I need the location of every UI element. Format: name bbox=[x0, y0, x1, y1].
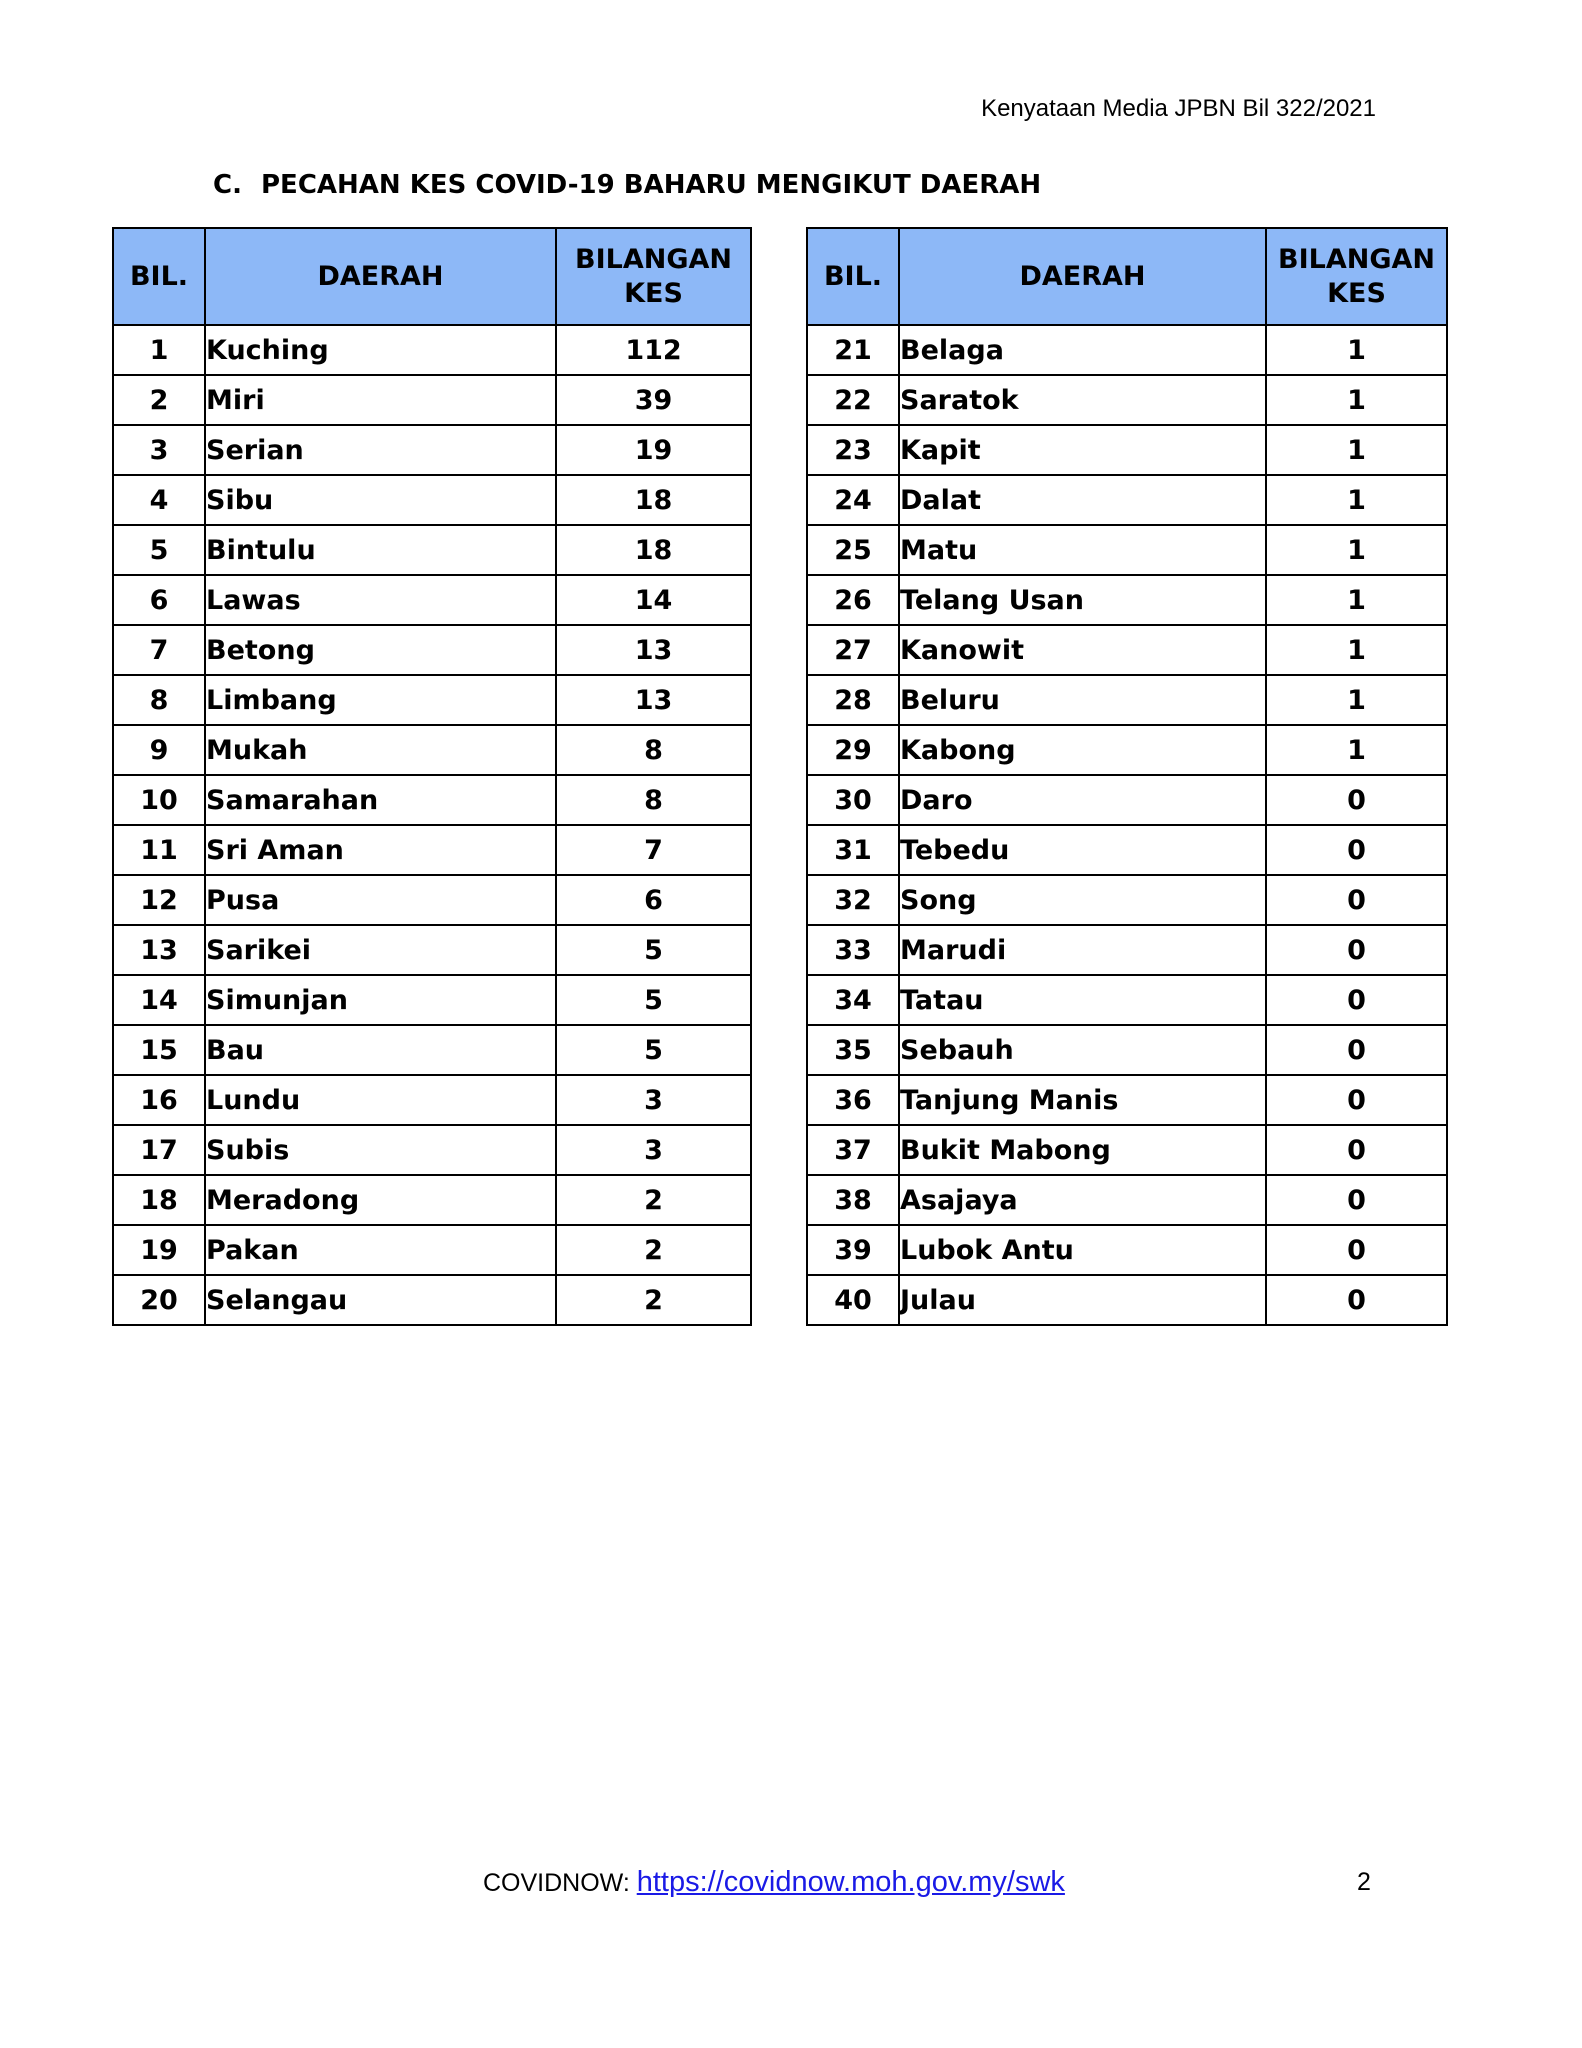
row-number: 39 bbox=[807, 1225, 899, 1275]
case-count: 0 bbox=[1266, 1025, 1447, 1075]
header-count-line2: KES bbox=[624, 277, 683, 309]
section-letter: C. bbox=[213, 170, 242, 200]
district-name: Sibu bbox=[205, 475, 556, 525]
table-row bbox=[113, 975, 751, 1025]
case-count: 3 bbox=[556, 1125, 751, 1175]
row-number: 17 bbox=[113, 1125, 205, 1175]
header-no: BIL. bbox=[113, 228, 205, 325]
table-row bbox=[807, 925, 1447, 975]
case-count: 0 bbox=[1266, 1125, 1447, 1175]
table-row bbox=[807, 1175, 1447, 1225]
table-row bbox=[807, 1075, 1447, 1125]
row-number: 1 bbox=[113, 325, 205, 375]
case-count: 2 bbox=[556, 1275, 751, 1325]
case-count: 0 bbox=[1266, 775, 1447, 825]
district-name: Bau bbox=[205, 1025, 556, 1075]
case-count: 5 bbox=[556, 1025, 751, 1075]
district-name: Asajaya bbox=[899, 1175, 1266, 1225]
district-name: Simunjan bbox=[205, 975, 556, 1025]
table-row bbox=[807, 875, 1447, 925]
row-number: 21 bbox=[807, 325, 899, 375]
table-row bbox=[113, 725, 751, 775]
district-name: Lawas bbox=[205, 575, 556, 625]
row-number: 36 bbox=[807, 1075, 899, 1125]
row-number: 12 bbox=[113, 875, 205, 925]
case-count: 2 bbox=[556, 1175, 751, 1225]
row-number: 11 bbox=[113, 825, 205, 875]
case-count: 1 bbox=[1266, 375, 1447, 425]
row-number: 24 bbox=[807, 475, 899, 525]
case-count: 0 bbox=[1266, 1225, 1447, 1275]
table-row bbox=[807, 375, 1447, 425]
district-name: Lundu bbox=[205, 1075, 556, 1125]
row-number: 27 bbox=[807, 625, 899, 675]
table-row bbox=[113, 1175, 751, 1225]
district-name: Pusa bbox=[205, 875, 556, 925]
page-number: 2 bbox=[1357, 1868, 1371, 1896]
table-row bbox=[807, 425, 1447, 475]
table-row bbox=[807, 775, 1447, 825]
district-name: Sebauh bbox=[899, 1025, 1266, 1075]
row-number: 4 bbox=[113, 475, 205, 525]
district-name: Subis bbox=[205, 1125, 556, 1175]
district-name: Limbang bbox=[205, 675, 556, 725]
row-number: 20 bbox=[113, 1275, 205, 1325]
section-title-text: PECAHAN KES COVID-19 BAHARU MENGIKUT DAERAH bbox=[261, 170, 1042, 200]
case-count: 0 bbox=[1266, 825, 1447, 875]
row-number: 6 bbox=[113, 575, 205, 625]
footer bbox=[483, 1866, 1065, 1899]
district-name: Bintulu bbox=[205, 525, 556, 575]
district-name: Julau bbox=[899, 1275, 1266, 1325]
district-name: Beluru bbox=[899, 675, 1266, 725]
table-row bbox=[113, 1025, 751, 1075]
table-header-row bbox=[113, 228, 751, 325]
table-row bbox=[113, 675, 751, 725]
district-name: Kabong bbox=[899, 725, 1266, 775]
row-number: 10 bbox=[113, 775, 205, 825]
table-row bbox=[807, 675, 1447, 725]
row-number: 25 bbox=[807, 525, 899, 575]
table-body-left bbox=[113, 325, 751, 1325]
table-row bbox=[113, 375, 751, 425]
table-row bbox=[113, 775, 751, 825]
table-row bbox=[113, 1275, 751, 1325]
section-title bbox=[213, 168, 1041, 202]
district-table-right bbox=[806, 227, 1448, 1326]
case-count: 8 bbox=[556, 725, 751, 775]
case-count: 0 bbox=[1266, 1175, 1447, 1225]
footer-label: COVIDNOW: bbox=[483, 1869, 637, 1897]
table-row bbox=[113, 925, 751, 975]
table-row bbox=[807, 1125, 1447, 1175]
case-count: 1 bbox=[1266, 325, 1447, 375]
district-name: Belaga bbox=[899, 325, 1266, 375]
row-number: 22 bbox=[807, 375, 899, 425]
table-row bbox=[807, 825, 1447, 875]
row-number: 5 bbox=[113, 525, 205, 575]
case-count: 18 bbox=[556, 525, 751, 575]
row-number: 40 bbox=[807, 1275, 899, 1325]
district-name: Betong bbox=[205, 625, 556, 675]
table-row bbox=[113, 825, 751, 875]
case-count: 3 bbox=[556, 1075, 751, 1125]
table-row bbox=[113, 1075, 751, 1125]
table-row bbox=[113, 1225, 751, 1275]
table-row bbox=[807, 325, 1447, 375]
case-count: 5 bbox=[556, 925, 751, 975]
case-count: 18 bbox=[556, 475, 751, 525]
case-count: 13 bbox=[556, 675, 751, 725]
table-row bbox=[807, 1025, 1447, 1075]
district-name: Sri Aman bbox=[205, 825, 556, 875]
case-count: 1 bbox=[1266, 725, 1447, 775]
row-number: 33 bbox=[807, 925, 899, 975]
district-name: Meradong bbox=[205, 1175, 556, 1225]
case-count: 0 bbox=[1266, 925, 1447, 975]
case-count: 14 bbox=[556, 575, 751, 625]
district-name: Saratok bbox=[899, 375, 1266, 425]
case-count: 1 bbox=[1266, 425, 1447, 475]
header-count-line1: BILANGAN bbox=[1278, 243, 1435, 275]
case-count: 13 bbox=[556, 625, 751, 675]
header-district: DAERAH bbox=[205, 228, 556, 325]
district-table-left bbox=[112, 227, 752, 1326]
row-number: 23 bbox=[807, 425, 899, 475]
table-row bbox=[113, 475, 751, 525]
case-count: 0 bbox=[1266, 975, 1447, 1025]
district-name: Bukit Mabong bbox=[899, 1125, 1266, 1175]
table-row bbox=[807, 625, 1447, 675]
case-count: 0 bbox=[1266, 1075, 1447, 1125]
district-name: Kanowit bbox=[899, 625, 1266, 675]
case-count: 1 bbox=[1266, 525, 1447, 575]
row-number: 35 bbox=[807, 1025, 899, 1075]
case-count: 5 bbox=[556, 975, 751, 1025]
row-number: 38 bbox=[807, 1175, 899, 1225]
district-name: Tanjung Manis bbox=[899, 1075, 1266, 1125]
district-name: Kapit bbox=[899, 425, 1266, 475]
table-row bbox=[113, 575, 751, 625]
district-name: Kuching bbox=[205, 325, 556, 375]
case-count: 0 bbox=[1266, 1275, 1447, 1325]
district-name: Sarikei bbox=[205, 925, 556, 975]
case-count: 6 bbox=[556, 875, 751, 925]
table-row bbox=[113, 1125, 751, 1175]
table-row bbox=[807, 575, 1447, 625]
row-number: 2 bbox=[113, 375, 205, 425]
case-count: 2 bbox=[556, 1225, 751, 1275]
row-number: 31 bbox=[807, 825, 899, 875]
row-number: 16 bbox=[113, 1075, 205, 1125]
district-name: Pakan bbox=[205, 1225, 556, 1275]
header-count-line1: BILANGAN bbox=[575, 243, 732, 275]
row-number: 15 bbox=[113, 1025, 205, 1075]
district-name: Telang Usan bbox=[899, 575, 1266, 625]
table-body-right bbox=[807, 325, 1447, 1325]
case-count: 1 bbox=[1266, 475, 1447, 525]
row-number: 30 bbox=[807, 775, 899, 825]
table-row bbox=[807, 1275, 1447, 1325]
table-row bbox=[113, 525, 751, 575]
district-name: Lubok Antu bbox=[899, 1225, 1266, 1275]
table-row bbox=[807, 975, 1447, 1025]
table-row bbox=[113, 625, 751, 675]
table-header-row bbox=[807, 228, 1447, 325]
table-row bbox=[113, 875, 751, 925]
case-count: 112 bbox=[556, 325, 751, 375]
row-number: 26 bbox=[807, 575, 899, 625]
district-name: Samarahan bbox=[205, 775, 556, 825]
district-name: Daro bbox=[899, 775, 1266, 825]
district-name: Miri bbox=[205, 375, 556, 425]
row-number: 37 bbox=[807, 1125, 899, 1175]
table-row bbox=[113, 425, 751, 475]
header-no: BIL. bbox=[807, 228, 899, 325]
covidnow-link[interactable]: https://covidnow.moh.gov.my/swk bbox=[636, 1866, 1065, 1898]
row-number: 29 bbox=[807, 725, 899, 775]
district-name: Song bbox=[899, 875, 1266, 925]
table-row bbox=[113, 325, 751, 375]
row-number: 19 bbox=[113, 1225, 205, 1275]
table-row bbox=[807, 475, 1447, 525]
table-row bbox=[807, 725, 1447, 775]
row-number: 3 bbox=[113, 425, 205, 475]
table-row bbox=[807, 1225, 1447, 1275]
header-count bbox=[556, 228, 751, 325]
case-count: 1 bbox=[1266, 675, 1447, 725]
row-number: 18 bbox=[113, 1175, 205, 1225]
document-reference: Kenyataan Media JPBN Bil 322/2021 bbox=[981, 95, 1376, 122]
district-name: Tatau bbox=[899, 975, 1266, 1025]
case-count: 0 bbox=[1266, 875, 1447, 925]
district-name: Dalat bbox=[899, 475, 1266, 525]
district-name: Tebedu bbox=[899, 825, 1266, 875]
header-district: DAERAH bbox=[899, 228, 1266, 325]
row-number: 34 bbox=[807, 975, 899, 1025]
row-number: 14 bbox=[113, 975, 205, 1025]
case-count: 39 bbox=[556, 375, 751, 425]
case-count: 7 bbox=[556, 825, 751, 875]
row-number: 7 bbox=[113, 625, 205, 675]
row-number: 28 bbox=[807, 675, 899, 725]
district-name: Serian bbox=[205, 425, 556, 475]
district-name: Selangau bbox=[205, 1275, 556, 1325]
row-number: 32 bbox=[807, 875, 899, 925]
district-name: Matu bbox=[899, 525, 1266, 575]
district-name: Marudi bbox=[899, 925, 1266, 975]
row-number: 13 bbox=[113, 925, 205, 975]
case-count: 1 bbox=[1266, 625, 1447, 675]
row-number: 8 bbox=[113, 675, 205, 725]
case-count: 19 bbox=[556, 425, 751, 475]
header-count-line2: KES bbox=[1327, 277, 1386, 309]
district-name: Mukah bbox=[205, 725, 556, 775]
row-number: 9 bbox=[113, 725, 205, 775]
case-count: 1 bbox=[1266, 575, 1447, 625]
header-count bbox=[1266, 228, 1447, 325]
table-row bbox=[807, 525, 1447, 575]
case-count: 8 bbox=[556, 775, 751, 825]
